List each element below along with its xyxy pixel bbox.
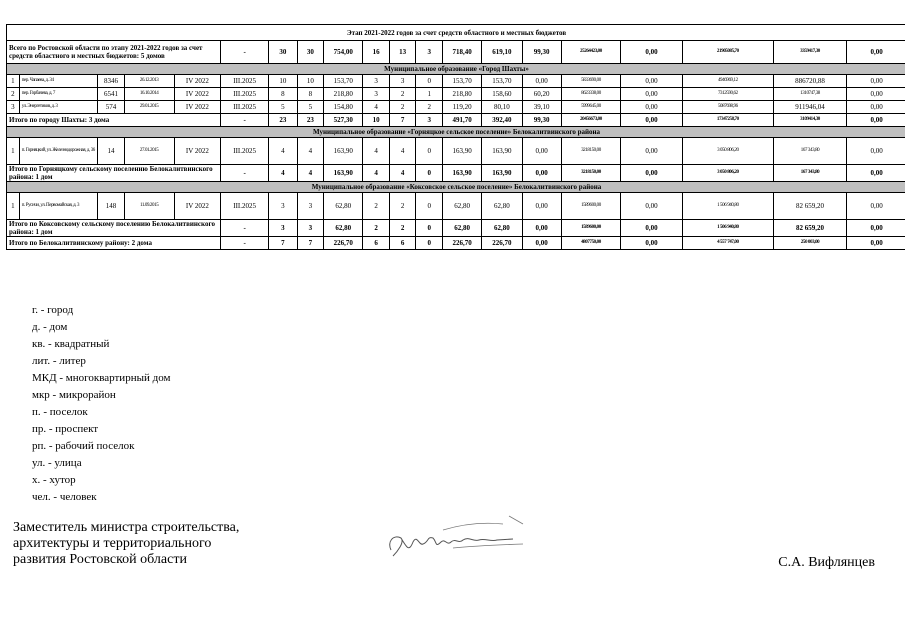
table-cell: III.2025	[221, 101, 269, 114]
table-cell: 2	[363, 193, 390, 220]
table-cell: 163,90	[482, 165, 522, 182]
table-cell: 4 557 747,00	[682, 237, 773, 250]
table-cell: 3	[7, 101, 20, 114]
table-cell: 4	[269, 165, 298, 182]
table-cell: 4	[363, 101, 390, 114]
table-cell: пер. Чапаева, д. 34	[19, 75, 98, 88]
table-cell: 153,70	[324, 75, 363, 88]
total-label: Итого по городу Шахты: 3 дома	[7, 114, 221, 127]
table-cell: 2	[416, 101, 443, 114]
table-cell: 4	[389, 165, 416, 182]
total-label: Всего по Ростовской области по этапу 2021-2022 годов за счет средств областного и местных бюджетов: 5 домов	[7, 41, 221, 64]
table-cell: 1 506 940,80	[682, 220, 773, 237]
table-cell: 23	[297, 114, 324, 127]
table-cell: 30	[297, 41, 324, 64]
table-cell: 13	[389, 41, 416, 64]
table-cell: 60,20	[522, 88, 561, 101]
signatory-position-line: Заместитель министра строительства,	[13, 520, 240, 535]
table-cell: 226,70	[482, 237, 522, 250]
table-cell: 0	[416, 237, 443, 250]
table-cell: 62,80	[324, 193, 363, 220]
table-cell: 10	[297, 75, 324, 88]
section-title: Муниципальное образование «Коксовское сельское поселение» Белокалитвинского района	[7, 182, 905, 193]
table-cell: 3	[363, 75, 390, 88]
table-cell: 7	[297, 237, 324, 250]
signatory-name: С.А. Вифлянцев	[778, 555, 875, 570]
table-cell: 527,30	[324, 114, 363, 127]
table-cell: III.2025	[221, 138, 269, 165]
table-cell: IV 2022	[174, 193, 221, 220]
table-cell: 0,00	[621, 138, 683, 165]
table-body	[7, 25, 905, 250]
table-cell: 0,00	[621, 101, 683, 114]
table-cell: -	[221, 41, 269, 64]
table-cell: 8346	[98, 75, 125, 88]
table-cell: 1589600,00	[561, 193, 620, 220]
table-cell: 62,80	[324, 220, 363, 237]
section-header-row	[7, 64, 905, 75]
table-cell: III.2025	[221, 75, 269, 88]
table-cell: 6541	[98, 88, 125, 101]
table-cell: 62,80	[442, 220, 481, 237]
table-cell: 6	[389, 237, 416, 250]
total-label: Итого по Горняцкому сельскому поселению Белокалитвинского района: 1 дом	[7, 165, 221, 182]
table-cell: 3	[269, 193, 298, 220]
table-cell: 911946,04	[773, 101, 846, 114]
table-total-row	[7, 237, 905, 250]
table-cell: -	[221, 165, 269, 182]
table-cell: -	[221, 237, 269, 250]
table-cell: 0,00	[522, 237, 561, 250]
signatory-position-line: архитектуры и территориального	[13, 536, 212, 551]
table-cell: 3	[416, 41, 443, 64]
table-cell: 8	[297, 88, 324, 101]
table-cell: 99,30	[522, 41, 561, 64]
abbreviation-item: пр. - проспект	[32, 423, 99, 435]
table-cell: 218,80	[324, 88, 363, 101]
table-cell: 20456673,00	[561, 114, 620, 127]
table-cell: 0,00	[847, 41, 905, 64]
abbreviation-item: п. - поселок	[32, 406, 88, 418]
signatory-position	[13, 520, 239, 568]
table-cell: 0,00	[847, 237, 905, 250]
table-cell: 62,80	[442, 193, 481, 220]
table-cell: пер. Горбачева, д. 7	[19, 88, 98, 101]
table-cell: 4	[297, 138, 324, 165]
table-cell: 163,90	[324, 165, 363, 182]
table-cell: 26.12.2013	[124, 75, 174, 88]
table-cell: 0,00	[847, 75, 905, 88]
table-total-row	[7, 114, 905, 127]
table-cell: 5	[269, 101, 298, 114]
table-cell: IV 2022	[174, 138, 221, 165]
table-cell: 3	[363, 88, 390, 101]
abbreviations-list	[32, 302, 170, 506]
table-cell: 16.10.2014	[124, 88, 174, 101]
table-cell: 3359417,30	[773, 41, 846, 64]
table-cell: 163,90	[324, 138, 363, 165]
table-cell: 6	[363, 237, 390, 250]
table-cell: 8	[269, 88, 298, 101]
table-cell: 4	[269, 138, 298, 165]
abbreviation-item: лит. - литер	[32, 355, 86, 367]
table-cell: 3 050 806,20	[682, 165, 773, 182]
table-cell: 392,40	[482, 114, 522, 127]
table-cell: п. Горняцкий, ул. Железнодорожная, д. 36	[19, 138, 98, 165]
section-header-row	[7, 182, 905, 193]
abbreviation-item: ул. - улица	[32, 457, 82, 469]
table-cell: 2	[7, 88, 20, 101]
section-title: Муниципальное образование «Горняцкое сельское поселение» Белокалитвинского района	[7, 127, 905, 138]
table-cell: 0,00	[847, 193, 905, 220]
housing-program-table-container	[6, 24, 905, 250]
table-cell: 0,00	[522, 138, 561, 165]
table-cell: 0	[416, 165, 443, 182]
table-cell: 0,00	[621, 193, 683, 220]
table-cell: 30	[269, 41, 298, 64]
table-cell: 153,70	[442, 75, 481, 88]
table-cell: 5	[297, 101, 324, 114]
table-row	[7, 193, 905, 220]
table-cell: 39,10	[522, 101, 561, 114]
table-cell: 82 659,20	[773, 220, 846, 237]
abbreviation-item: д. - дом	[32, 321, 68, 333]
table-cell: 4	[297, 165, 324, 182]
table-cell: 0,00	[522, 220, 561, 237]
table-cell: 0,00	[621, 88, 683, 101]
table-cell: 21905085,70	[682, 41, 773, 64]
table-cell: 0,00	[522, 165, 561, 182]
table-cell: 99,30	[522, 114, 561, 127]
total-label: Итого по Коксовскому сельскому поселению Белокалитвинского района: 1 дом	[7, 220, 221, 237]
section-header-row	[7, 127, 905, 138]
abbreviation-item: МКД - многоквартирный дом	[32, 372, 171, 384]
table-cell: 5999645,00	[561, 101, 620, 114]
table-cell: 14	[98, 138, 125, 165]
table-cell: 2	[389, 220, 416, 237]
table-cell: 2	[389, 88, 416, 101]
abbreviation-item: мкр - микрорайон	[32, 389, 116, 401]
table-cell: 0,00	[847, 88, 905, 101]
abbreviation-item: х. - хутор	[32, 474, 76, 486]
table-cell: 11.09.2015	[124, 193, 174, 220]
table-cell: 3	[297, 193, 324, 220]
table-cell: 8623338,00	[561, 88, 620, 101]
table-cell: 10	[269, 75, 298, 88]
table-cell: ул. Энергетиков, д. 3	[19, 101, 98, 114]
table-cell: 5833690,00	[561, 75, 620, 88]
table-cell: 62,80	[482, 193, 522, 220]
table-cell: 7	[389, 114, 416, 127]
table-cell: 0,00	[621, 165, 683, 182]
table-cell: 153,70	[482, 75, 522, 88]
table-cell: 0,00	[621, 75, 683, 88]
table-cell: 3	[269, 220, 298, 237]
table-cell: 718,40	[442, 41, 481, 64]
signatory-position-line: развития Ростовской области	[13, 552, 187, 567]
table-cell: 5087698,96	[682, 101, 773, 114]
table-cell: 226,70	[324, 237, 363, 250]
table-cell: 3 050 806,20	[682, 138, 773, 165]
table-cell: 82 659,20	[773, 193, 846, 220]
table-cell: п. Русичи, ул. Первомайская, д. 3	[19, 193, 98, 220]
table-total-row	[7, 165, 905, 182]
table-cell: 167 343,80	[773, 165, 846, 182]
table-cell: 1	[7, 138, 20, 165]
table-cell: 0,00	[847, 101, 905, 114]
table-cell: 619,10	[482, 41, 522, 64]
table-cell: IV 2022	[174, 75, 221, 88]
table-row	[7, 88, 905, 101]
table-cell: 2	[389, 193, 416, 220]
table-cell: 25264423,00	[561, 41, 620, 64]
table-cell: 0	[416, 138, 443, 165]
table-cell: 491,70	[442, 114, 481, 127]
table-total-row	[7, 220, 905, 237]
table-cell: 574	[98, 101, 125, 114]
table-cell: 226,70	[442, 237, 481, 250]
table-cell: 0	[416, 75, 443, 88]
table-cell: 163,90	[482, 138, 522, 165]
table-cell: 0,00	[847, 220, 905, 237]
abbreviation-item: г. - город	[32, 304, 74, 316]
housing-program-table	[6, 24, 905, 250]
table-row	[7, 138, 905, 165]
table-cell: 0,00	[847, 138, 905, 165]
section-title: Муниципальное образование «Город Шахты»	[7, 64, 905, 75]
table-cell: 62,80	[482, 220, 522, 237]
table-cell: 3	[416, 114, 443, 127]
table-cell: 148	[98, 193, 125, 220]
table-cell: 1	[7, 193, 20, 220]
table-cell: -	[221, 114, 269, 127]
table-cell: 23	[269, 114, 298, 127]
table-cell: 4	[363, 138, 390, 165]
abbreviation-item: чел. - человек	[32, 491, 97, 503]
table-cell: 250 003,00	[773, 237, 846, 250]
table-cell: 0,00	[522, 75, 561, 88]
table-cell: 2	[363, 220, 390, 237]
table-total-row	[7, 41, 905, 64]
table-cell: 3109414,30	[773, 114, 846, 127]
table-cell: 1310747,38	[773, 88, 846, 101]
table-cell: 27.01.2015	[124, 138, 174, 165]
table-cell: 0,00	[621, 41, 683, 64]
table-cell: 4	[363, 165, 390, 182]
table-cell: 16	[363, 41, 390, 64]
table-cell: -	[221, 220, 269, 237]
table-cell: 154,80	[324, 101, 363, 114]
table-row	[7, 101, 905, 114]
table-cell: 886720,88	[773, 75, 846, 88]
stage-title: Этап 2021-2022 годов за счет средств областного и местных бюджетов	[7, 25, 905, 41]
abbreviation-item: рп. - рабочий поселок	[32, 440, 135, 452]
table-cell: 218,80	[442, 88, 481, 101]
table-cell: 7312590,62	[682, 88, 773, 101]
table-cell: 3218150,00	[561, 138, 620, 165]
table-cell: 4807750,00	[561, 237, 620, 250]
table-cell: 0,00	[621, 237, 683, 250]
table-cell: 0	[416, 193, 443, 220]
table-cell: 1 506 940,80	[682, 193, 773, 220]
table-cell: 158,60	[482, 88, 522, 101]
table-cell: 163,90	[442, 138, 481, 165]
table-cell: 4	[389, 138, 416, 165]
table-cell: 3	[297, 220, 324, 237]
total-label: Итого по Белокалитвинскому району: 2 дома	[7, 237, 221, 250]
handwritten-signature	[383, 512, 533, 562]
table-cell: 0,00	[522, 193, 561, 220]
table-cell: 17347258,70	[682, 114, 773, 127]
table-cell: IV 2022	[174, 88, 221, 101]
table-cell: III.2025	[221, 88, 269, 101]
table-row	[7, 75, 905, 88]
table-cell: 0,00	[621, 220, 683, 237]
table-cell: IV 2022	[174, 101, 221, 114]
table-cell: 167 343,80	[773, 138, 846, 165]
table-cell: 0	[416, 220, 443, 237]
table-cell: 1	[416, 88, 443, 101]
abbreviation-item: кв. - квадратный	[32, 338, 110, 350]
table-cell: 0,00	[847, 114, 905, 127]
table-cell: 754,00	[324, 41, 363, 64]
table-cell: 29.01.2015	[124, 101, 174, 114]
table-cell: 4946969,12	[682, 75, 773, 88]
table-cell: 7	[269, 237, 298, 250]
table-cell: III.2025	[221, 193, 269, 220]
table-cell: 163,90	[442, 165, 481, 182]
table-cell: 0,00	[621, 114, 683, 127]
table-cell: 0,00	[847, 165, 905, 182]
table-cell: 1	[7, 75, 20, 88]
table-cell: 3218150,00	[561, 165, 620, 182]
table-cell: 10	[363, 114, 390, 127]
table-cell: 119,20	[442, 101, 481, 114]
table-cell: 80,10	[482, 101, 522, 114]
table-cell: 1589600,00	[561, 220, 620, 237]
table-cell: 2	[389, 101, 416, 114]
table-cell: 3	[389, 75, 416, 88]
